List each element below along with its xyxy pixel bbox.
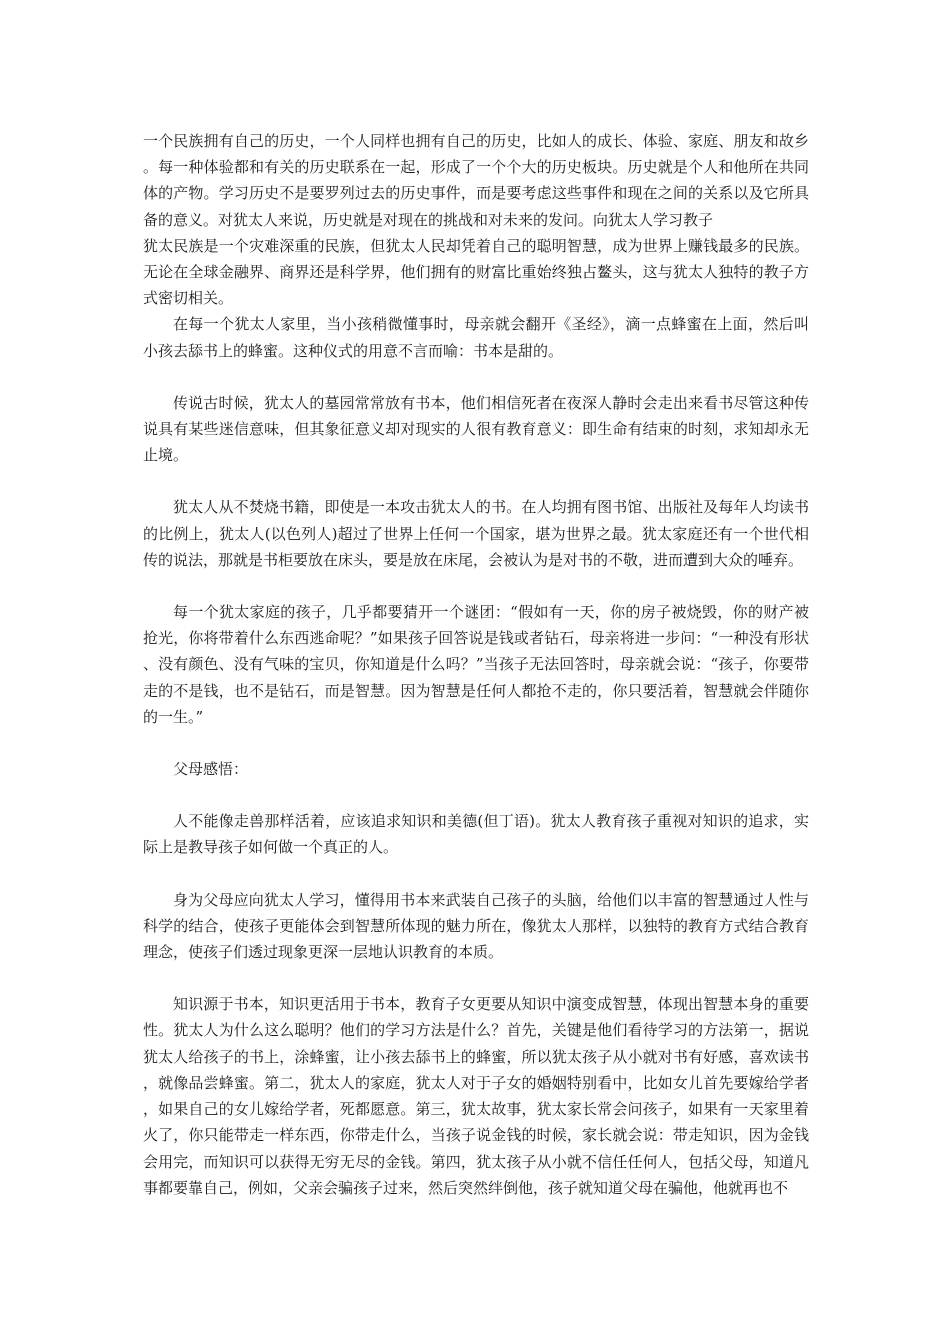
paragraph-cemetery-books: 传说古时候，犹太人的墓园常常放有书本，他们相信死者在夜深人静时会走出来看书尽管这种传说具有某些迷信意味，但其象征意义却对现实的人很有教育意义：即生命有结束的时刻，求知却永无止境。 (143, 393, 809, 465)
paragraph-honey-bible: 在每一个犹太人家里，当小孩稍微懂事时，母亲就会翻开《圣经》，滴一点蜂蜜在上面，然后叫小孩去舔书上的蜂蜜。这种仪式的用意不言而喻：书本是甜的。 (143, 315, 809, 360)
section-heading-parents-insight: 父母感悟： (173, 760, 249, 779)
paragraph-intro-history: 一个民族拥有自己的历史，一个人同样也拥有自己的历史，比如人的成长、体验、家庭、朋友和故乡。每一种体验都和有关的历史联系在一起，形成了一个个大的历史板块。历史就是个人和他所在共同体的产物。学习历史不是要罗列过去的历史事件，而是要考虑这些事件和现在之间的关系以及它所具备的意义。对犹太人来说，历史就是对现在的挑战和对未来的发问。向犹太人学习教子 (143, 132, 809, 229)
paragraph-never-burn-books: 犹太人从不焚烧书籍，即使是一本攻击犹太人的书。在人均拥有图书馆、出版社及每年人均读书的比例上，犹太人(以色列人)超过了世界上任何一个国家，堪为世界之最。犹太家庭还有一个世代相传的说法，那就是书柜要放在床头，要是放在床尾，会被认为是对书的不敬，进而遭到大众的唾弃。 (143, 498, 809, 569)
paragraph-learn-from-jews: 身为父母应向犹太人学习，懂得用书本来武装自己孩子的头脑，给他们以丰富的智慧通过人性与科学的结合，使孩子更能体会到智慧所体现的魅力所在，像犹太人那样，以独特的教育方式结合教育理念，使孩子们透过现象更深一层地认识教育的本质。 (143, 890, 809, 962)
paragraph-knowledge-from-books: 知识源于书本，知识更活用于书本，教育子女更要从知识中演变成智慧，体现出智慧本身的重要性。犹太人为什么这么聪明？他们的学习方法是什么？首先，关键是他们看待学习的方法第一，据说犹太人给孩子的书上，涂蜂蜜，让小孩去舔书上的蜂蜜，所以犹太孩子从小就对书有好感，喜欢读书，就像品尝蜂蜜。第二，犹太人的家庭，犹太人对于子女的婚姻特别看中，比如女儿首先要嫁给学者，如果自己的女儿嫁给学者，死都愿意。第三，犹太故事，犹太家长常会问孩子，如果有一天家里着火了，你只能带走一样东西，你带走什么，当孩子说金钱的时候，家长就会说：带走知识，因为金钱会用完，而知识可以获得无穷无尽的金钱。第四，犹太孩子从小就不信任任何人，包括父母，知道凡事都要靠自己，例如，父亲会骗孩子过来，然后突然绊倒他，孩子就知道父母在骗他，他就再也不 (143, 995, 809, 1197)
paragraph-jewish-nation: 犹太民族是一个灾难深重的民族，但犹太人民却凭着自己的聪明智慧，成为世界上赚钱最多的民族。无论在全球金融界、商界还是科学界，他们拥有的财富比重始终独占鳌头，这与犹太人独特的教子方式密切相关。 (143, 236, 809, 308)
paragraph-pursue-knowledge: 人不能像走兽那样活着，应该追求知识和美德(但丁语)。犹太人教育孩子重视对知识的追求，实际上是教导孩子如何做一个真正的人。 (143, 812, 809, 857)
paragraph-riddle-wisdom: 每一个犹太家庭的孩子，几乎都要猜开一个谜团：“假如有一天，你的房子被烧毁，你的财产被抢光，你将带着什么东西逃命呢？”如果孩子回答说是钱或者钻石，母亲将进一步问：“一种没有形状、没有颜色、没有气味的宝贝，你知道是什么吗？”当孩子无法回答时，母亲就会说：“孩子，你要带走的不是钱，也不是钻石，而是智慧。因为智慧是任何人都抢不走的，你只要活着，智慧就会伴随你的一生。” (143, 603, 809, 726)
document-page (143, 128, 809, 1201)
